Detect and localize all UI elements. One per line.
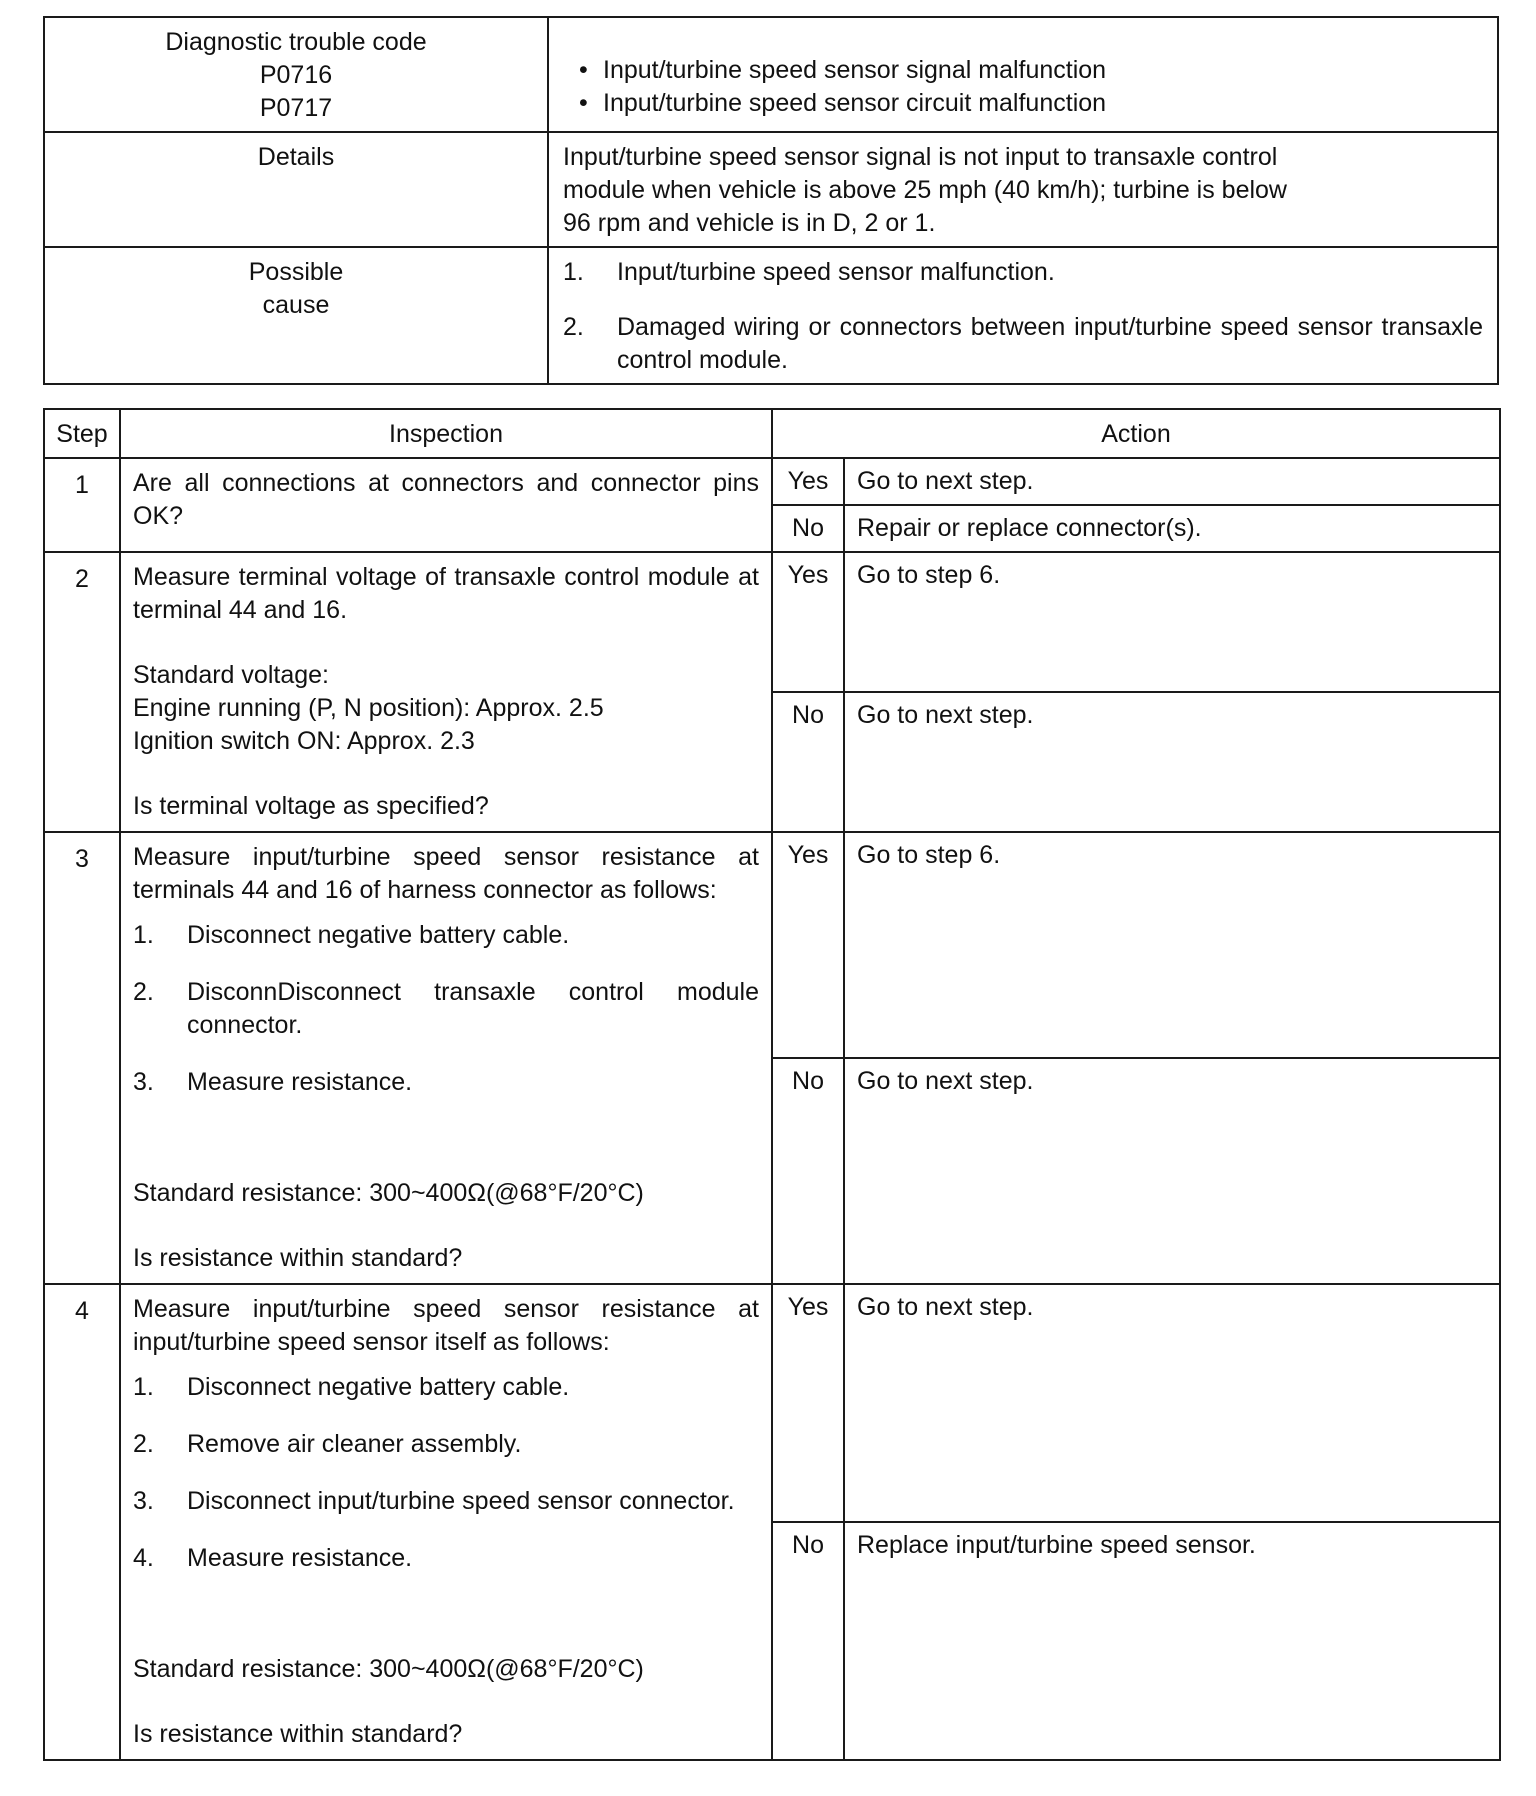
yes-action: Go to step 6. <box>844 552 1500 692</box>
yes-action: Go to next step. <box>844 1284 1500 1522</box>
no-label: No <box>772 505 844 552</box>
dtc-row <box>44 17 1498 132</box>
inspection-intro: Measure terminal voltage of transaxle control module at terminal 44 and 16. <box>133 563 759 624</box>
list-number: 2. <box>133 1430 154 1458</box>
yes-label: Yes <box>772 552 844 692</box>
step-inspection <box>120 1284 772 1760</box>
inspection-question: Is resistance within standard? <box>133 1244 463 1272</box>
list-number: 2. <box>563 313 584 341</box>
step-inspection <box>120 458 772 552</box>
dtc-description-item: • Input/turbine speed sensor signal malfunction <box>603 54 1483 87</box>
details-row <box>44 132 1498 247</box>
spec-line: Standard voltage: <box>133 661 329 689</box>
possible-cause-text: Damaged wiring or connectors between input/turbine speed sensor transaxle control module. <box>617 313 1483 374</box>
substep-text: Disconnect negative battery cable. <box>187 921 570 949</box>
spec-line: Engine running (P, N position): Approx. 2.5 <box>133 694 604 722</box>
substep-text: Measure resistance. <box>187 1068 413 1096</box>
yes-label: Yes <box>772 458 844 505</box>
inspection-question: Are all connections at connectors and connector pins OK? <box>133 469 759 530</box>
step-number: 2 <box>44 552 120 832</box>
substep-list <box>133 1371 759 1575</box>
steps-header-row <box>44 409 1500 458</box>
step-number: 1 <box>44 458 120 552</box>
dtc-summary-table <box>43 16 1499 385</box>
substep-list <box>133 919 759 1099</box>
inspection-question: Is resistance within standard? <box>133 1720 463 1748</box>
yes-label: Yes <box>772 1284 844 1522</box>
list-number: 3. <box>133 1068 154 1096</box>
possible-cause-row <box>44 247 1498 384</box>
step-number: 3 <box>44 832 120 1284</box>
list-number: 4. <box>133 1544 154 1572</box>
substep-text: Remove air cleaner assembly. <box>187 1430 522 1458</box>
details-line: module when vehicle is above 25 mph (40 km/h); turbine is below <box>563 176 1287 204</box>
step-1-yes-row <box>44 458 1500 505</box>
no-label: No <box>772 1522 844 1760</box>
inspection-intro: Measure input/turbine speed sensor resistance at terminals 44 and 16 of harness connector as follows: <box>133 843 759 904</box>
possible-cause-cell <box>548 247 1498 384</box>
yes-action: Go to step 6. <box>844 832 1500 1058</box>
no-action: Go to next step. <box>844 692 1500 832</box>
substep-item <box>133 976 759 1042</box>
step-inspection <box>120 832 772 1284</box>
dtc-description-item: • Input/turbine speed sensor circuit malfunction <box>603 87 1483 120</box>
substep-item <box>133 919 759 952</box>
spec-line: Ignition switch ON: Approx. 2.3 <box>133 727 475 755</box>
dtc-code-p0717: P0717 <box>259 94 333 122</box>
no-action: Replace input/turbine speed sensor. <box>844 1522 1500 1760</box>
step-2-yes-row <box>44 552 1500 692</box>
substep-text: Disconnect negative battery cable. <box>187 1373 570 1401</box>
substep-text: Measure resistance. <box>187 1544 413 1572</box>
no-action: Repair or replace connector(s). <box>844 505 1500 552</box>
substep-item <box>133 1485 759 1518</box>
no-action: Go to next step. <box>844 1058 1500 1284</box>
inspection-steps-table <box>43 408 1501 1761</box>
substep-item <box>133 1428 759 1461</box>
substep-item <box>133 1066 759 1099</box>
possible-cause-label: Possible <box>248 258 344 286</box>
no-label: No <box>772 692 844 832</box>
step-4-yes-row <box>44 1284 1500 1522</box>
list-number: 2. <box>133 978 154 1006</box>
step-inspection <box>120 552 772 832</box>
dtc-code-p0716: P0716 <box>259 61 333 89</box>
standard-voltage-spec <box>133 659 759 758</box>
dtc-label-cell <box>44 17 548 132</box>
details-label: Details <box>257 143 335 171</box>
list-number: 1. <box>133 1373 154 1401</box>
substep-text: Disconnect input/turbine speed sensor connector. <box>187 1487 735 1515</box>
possible-cause-text: Input/turbine speed sensor malfunction. <box>617 258 1055 286</box>
possible-cause-label-cell <box>44 247 548 384</box>
standard-resistance-spec: Standard resistance: 300~400Ω(@68°F/20°C) <box>133 1655 644 1683</box>
action-header: Action <box>772 409 1500 458</box>
substep-text: DisconnDisconnect transaxle control module connector. <box>187 978 759 1039</box>
list-number: 3. <box>133 1487 154 1515</box>
substep-item <box>133 1371 759 1404</box>
standard-resistance-spec: Standard resistance: 300~400Ω(@68°F/20°C) <box>133 1179 644 1207</box>
list-number: 1. <box>133 921 154 949</box>
possible-cause-label: cause <box>262 291 330 319</box>
possible-cause-item <box>563 256 1483 289</box>
dtc-description-cell <box>548 17 1498 132</box>
details-cell <box>548 132 1498 247</box>
details-label-cell <box>44 132 548 247</box>
details-line: 96 rpm and vehicle is in D, 2 or 1. <box>563 209 936 237</box>
inspection-intro: Measure input/turbine speed sensor resistance at input/turbine speed sensor itself as follows: <box>133 1295 759 1356</box>
no-label: No <box>772 1058 844 1284</box>
yes-action: Go to next step. <box>844 458 1500 505</box>
inspection-header: Inspection <box>120 409 772 458</box>
yes-label: Yes <box>772 832 844 1058</box>
step-number: 4 <box>44 1284 120 1760</box>
dtc-description-list <box>563 54 1483 120</box>
possible-cause-list <box>563 256 1483 377</box>
details-line: Input/turbine speed sensor signal is not input to transaxle control <box>563 143 1278 171</box>
list-number: 1. <box>563 258 584 286</box>
step-3-yes-row <box>44 832 1500 1058</box>
dtc-label: Diagnostic trouble code <box>165 28 427 56</box>
step-header: Step <box>44 409 120 458</box>
inspection-question: Is terminal voltage as specified? <box>133 792 489 820</box>
substep-item <box>133 1542 759 1575</box>
possible-cause-item <box>563 311 1483 377</box>
